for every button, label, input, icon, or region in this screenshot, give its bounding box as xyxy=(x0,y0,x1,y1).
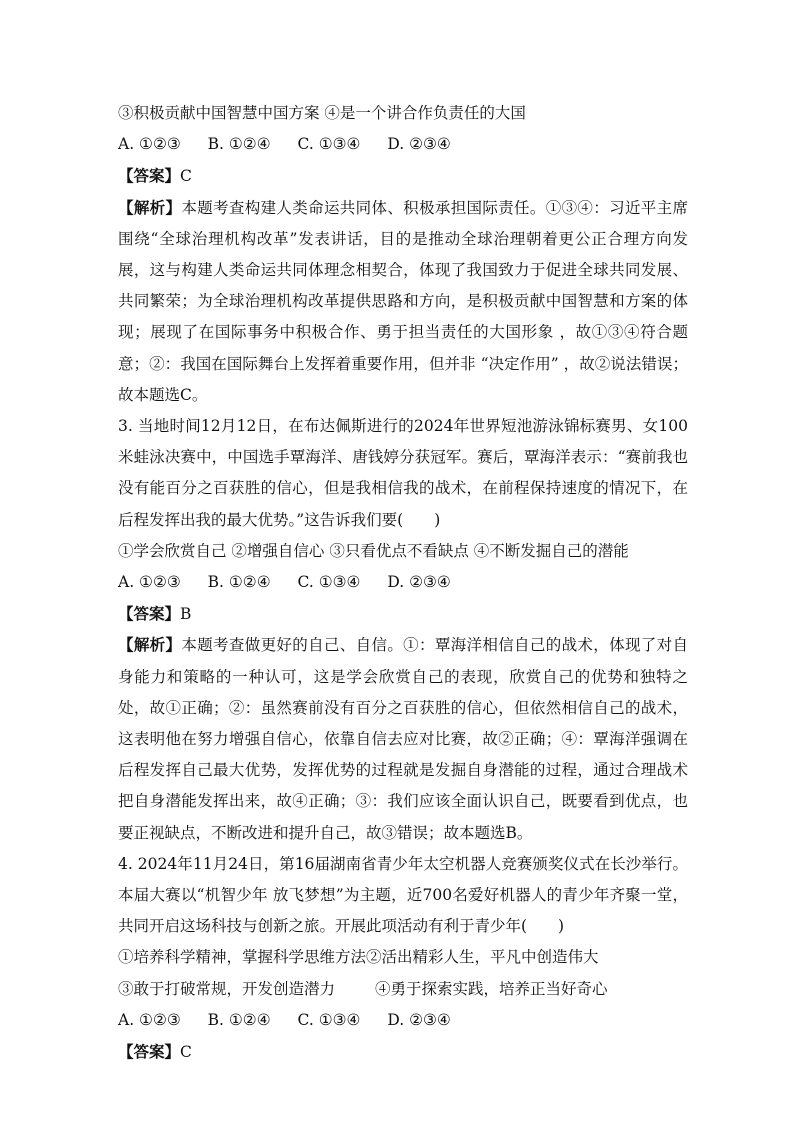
q2-analysis-text: 本题考查构建人类命运共同体、积极承担国际责任。①③④：习近平主席围绕“全球治理机构改革”发表讲话，目的是推动全球治理朝着更公正合理方向发展，这与构建人类命运共同体理念相契合，体现了我国致力于促进全球共同发展、共同繁荣；为全球治理机构改革提供思路和方向，是积极贡献中国智慧和方案的体现；展现了在国际事务中积极合作、勇于担当责任的大国形象 ，故①③④符合题意；②：我国在国际舞台上发挥着重要作用，但并非 “决定作用” ，故②说法错误；故本题选C。 xyxy=(118,198,688,404)
q3-choice-a: A. ①②③ xyxy=(118,572,181,591)
q3-choice-c: C. ①③④ xyxy=(297,572,361,591)
q4-choice-a: A. ①②③ xyxy=(118,1010,181,1029)
q3-options-line: ①学会欣赏自己 ②增强自信心 ③只看优点不看缺点 ④不断发掘自己的潜能 xyxy=(118,541,629,560)
q2-answer-tag: 【答案】 xyxy=(118,166,181,186)
q4-answer-tag: 【答案】 xyxy=(118,1041,181,1061)
q2-options-line: ③积极贡献中国智慧中国方案 ④是一个讲合作负责任的大国 xyxy=(118,104,526,122)
q3-answer xyxy=(118,598,704,629)
q3-choice-b: B. ①②④ xyxy=(207,572,271,591)
q3-analysis-text: 本题考查做更好的自己、自信。①：覃海洋相信自己的战术，体现了对自身能力和策略的一种认可，这是学会欣赏自己的表现，欣赏自己的优势和独特之处，故①正确；②：虽然赛前没有百分之百获胜的信心，但依然相信自己的战术，这表明他在努力增强自信心，依靠自信去应对比赛，故②正确；④：覃海洋强调在后程发挥自己最大优势，发挥优势的过程就是发掘自身潜能的过程，通过合理战术把自身潜能发挥出来，故④正确；③：我们应该全面认识自己，既要看到优点，也要正视缺点，不断改进和提升自己，故③错误；故本题选B。 xyxy=(118,636,688,842)
q4-answer xyxy=(118,1036,704,1067)
q2-analysis-tag: 【解析】 xyxy=(118,197,182,217)
q2-choice-c: C. ①③④ xyxy=(297,135,361,154)
q2-choices xyxy=(118,129,704,160)
q3-choices xyxy=(118,567,704,598)
q3-answer-tag: 【答案】 xyxy=(118,604,181,624)
q4-options-line-1: ①培养科学精神，掌握科学思维方法②活出精彩人生，平凡中创造伟大 xyxy=(118,948,599,967)
q3-answer-value: B xyxy=(180,605,192,624)
q3-choice-d: D. ②③④ xyxy=(387,572,451,591)
q4-option-4: ④勇于探索实践，培养正当好奇心 xyxy=(375,979,608,998)
q4-choice-c: C. ①③④ xyxy=(297,1010,361,1029)
q4-options-line-2 xyxy=(118,974,704,1005)
q3-analysis-tag: 【解析】 xyxy=(118,635,182,655)
q4-choice-b: B. ①②④ xyxy=(207,1010,271,1029)
q4-choice-d: D. ②③④ xyxy=(387,1010,451,1029)
q4-stem: 4. 2024年11月24日，第16届湖南省青少年太空机器人竞赛颁奖仪式在长沙举行。本届大赛以“机智少年 放飞梦想”为主题，近700名爱好机器人的青少年齐聚一堂，共同开启这场科技与创新之旅。开展此项活动有利于青少年( ) xyxy=(118,854,688,936)
q4-option-3: ③敢于打破常规，开发创造潜力 xyxy=(118,979,336,998)
q4-choices xyxy=(118,1005,704,1036)
q2-choice-d: D. ②③④ xyxy=(387,135,451,154)
q3-stem: 3. 当地时间12月12日，在布达佩斯进行的2024年世界短池游泳锦标赛男、女100 米蛙泳决赛中，中国选手覃海洋、唐钱婷分获冠军。赛后，覃海洋表示：“赛前我也没有能百分之百获胜的信心，但是我相信我的战术，在前程保持速度的情况下，在后程发挥出我的最大优势。”这告诉我们要( ) xyxy=(118,416,688,529)
q2-answer-value: C xyxy=(180,167,192,186)
q2-choice-b: B. ①②④ xyxy=(207,135,271,154)
q3-analysis xyxy=(118,629,688,848)
q2-choice-a: A. ①②③ xyxy=(118,135,181,154)
q2-analysis xyxy=(118,192,688,411)
q4-answer-value: C xyxy=(180,1042,192,1061)
q2-answer xyxy=(118,160,704,191)
